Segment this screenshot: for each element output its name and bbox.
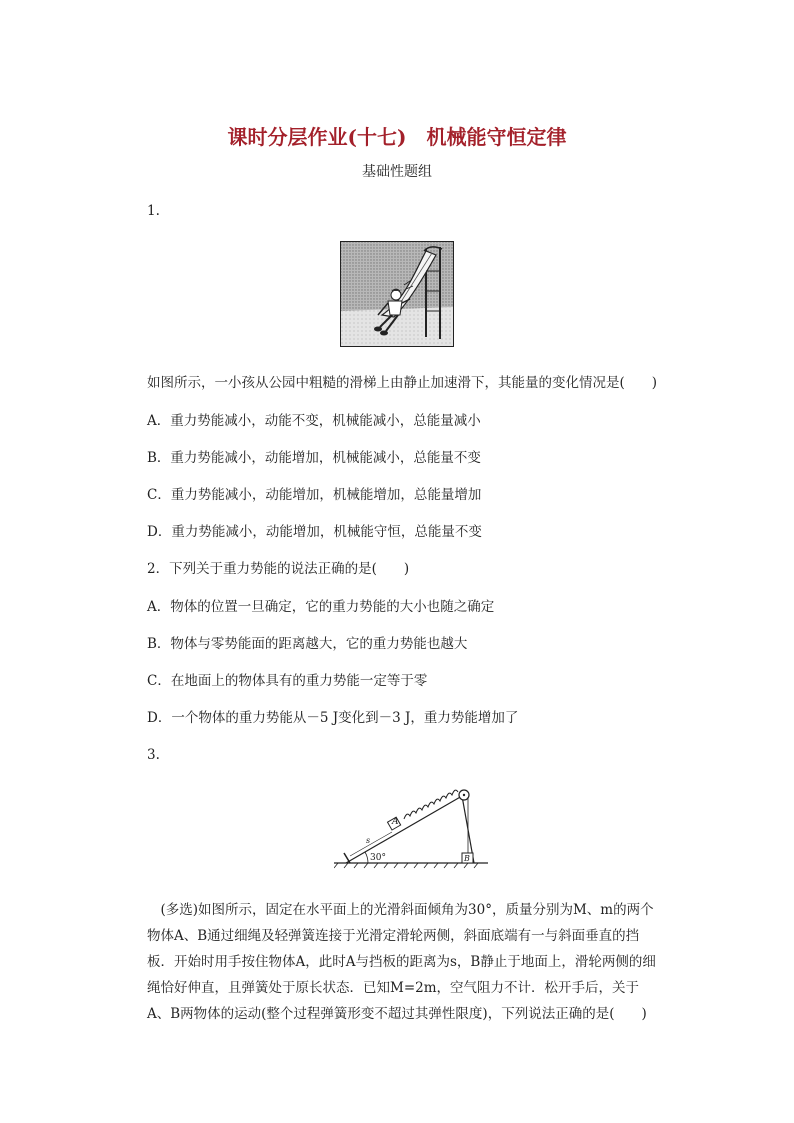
incline-pulley-diagram [334, 783, 488, 869]
question-2-option-a: A．物体的位置一旦确定，它的重力势能的大小也随之确定 [147, 599, 495, 615]
question-1-option-d: D．重力势能减小，动能增加，机械能守恒，总能量不变 [147, 524, 482, 540]
question-2-option-d: D．一个物体的重力势能从－5 J变化到－3 J，重力势能增加了 [147, 710, 519, 726]
question-1-option-a: A．重力势能减小，动能不变，机械能减小，总能量减小 [147, 413, 481, 429]
angle-label: 30° [370, 853, 386, 863]
question-1-stem: 如图所示，一小孩从公园中粗糙的滑梯上由静止加速滑下，其能量的变化情况是( ) [147, 375, 658, 391]
question-2-option-b: B．物体与零势能面的距离越大，它的重力势能也越大 [147, 636, 468, 652]
question-3-number: 3. [147, 747, 160, 763]
question-2-stem: 2．下列关于重力势能的说法正确的是( ) [147, 561, 410, 577]
distance-label: s [366, 836, 371, 845]
page-title: 课时分层作业(十七) 机械能守恒定律 [227, 125, 567, 149]
question-2-option-c: C．在地面上的物体具有的重力势能一定等于零 [147, 673, 428, 689]
slide-illustration [340, 241, 454, 347]
block-a-label: A [392, 817, 399, 827]
block-b-label: B [464, 854, 470, 863]
section-heading: 基础性题组 [362, 164, 432, 180]
question-1-number: 1. [147, 203, 160, 219]
question-1-option-b: B．重力势能减小，动能增加，机械能减小，总能量不变 [147, 450, 481, 466]
question-3-stem: (多选)如图所示，固定在水平面上的光滑斜面倾角为30°，质量分别为M、m的两个物体A、B通过细绳及轻弹簧连接于光滑定滑轮两侧，斜面底端有一与斜面垂直的挡板．开始时用手按住物体A，此时A与挡板的距离为s，B静止于地面上，滑轮两侧的细绳恰好伸直，且弹簧处于原长状态．已知M=2m，空气阻力不计．松开手后，关于A、B两物体的运动(整个过程弹簧形变不超过其弹性限度)，下列说法正确的是( ) [147, 902, 656, 1022]
question-1-option-c: C．重力势能减小，动能增加，机械能增加，总能量增加 [147, 487, 482, 503]
